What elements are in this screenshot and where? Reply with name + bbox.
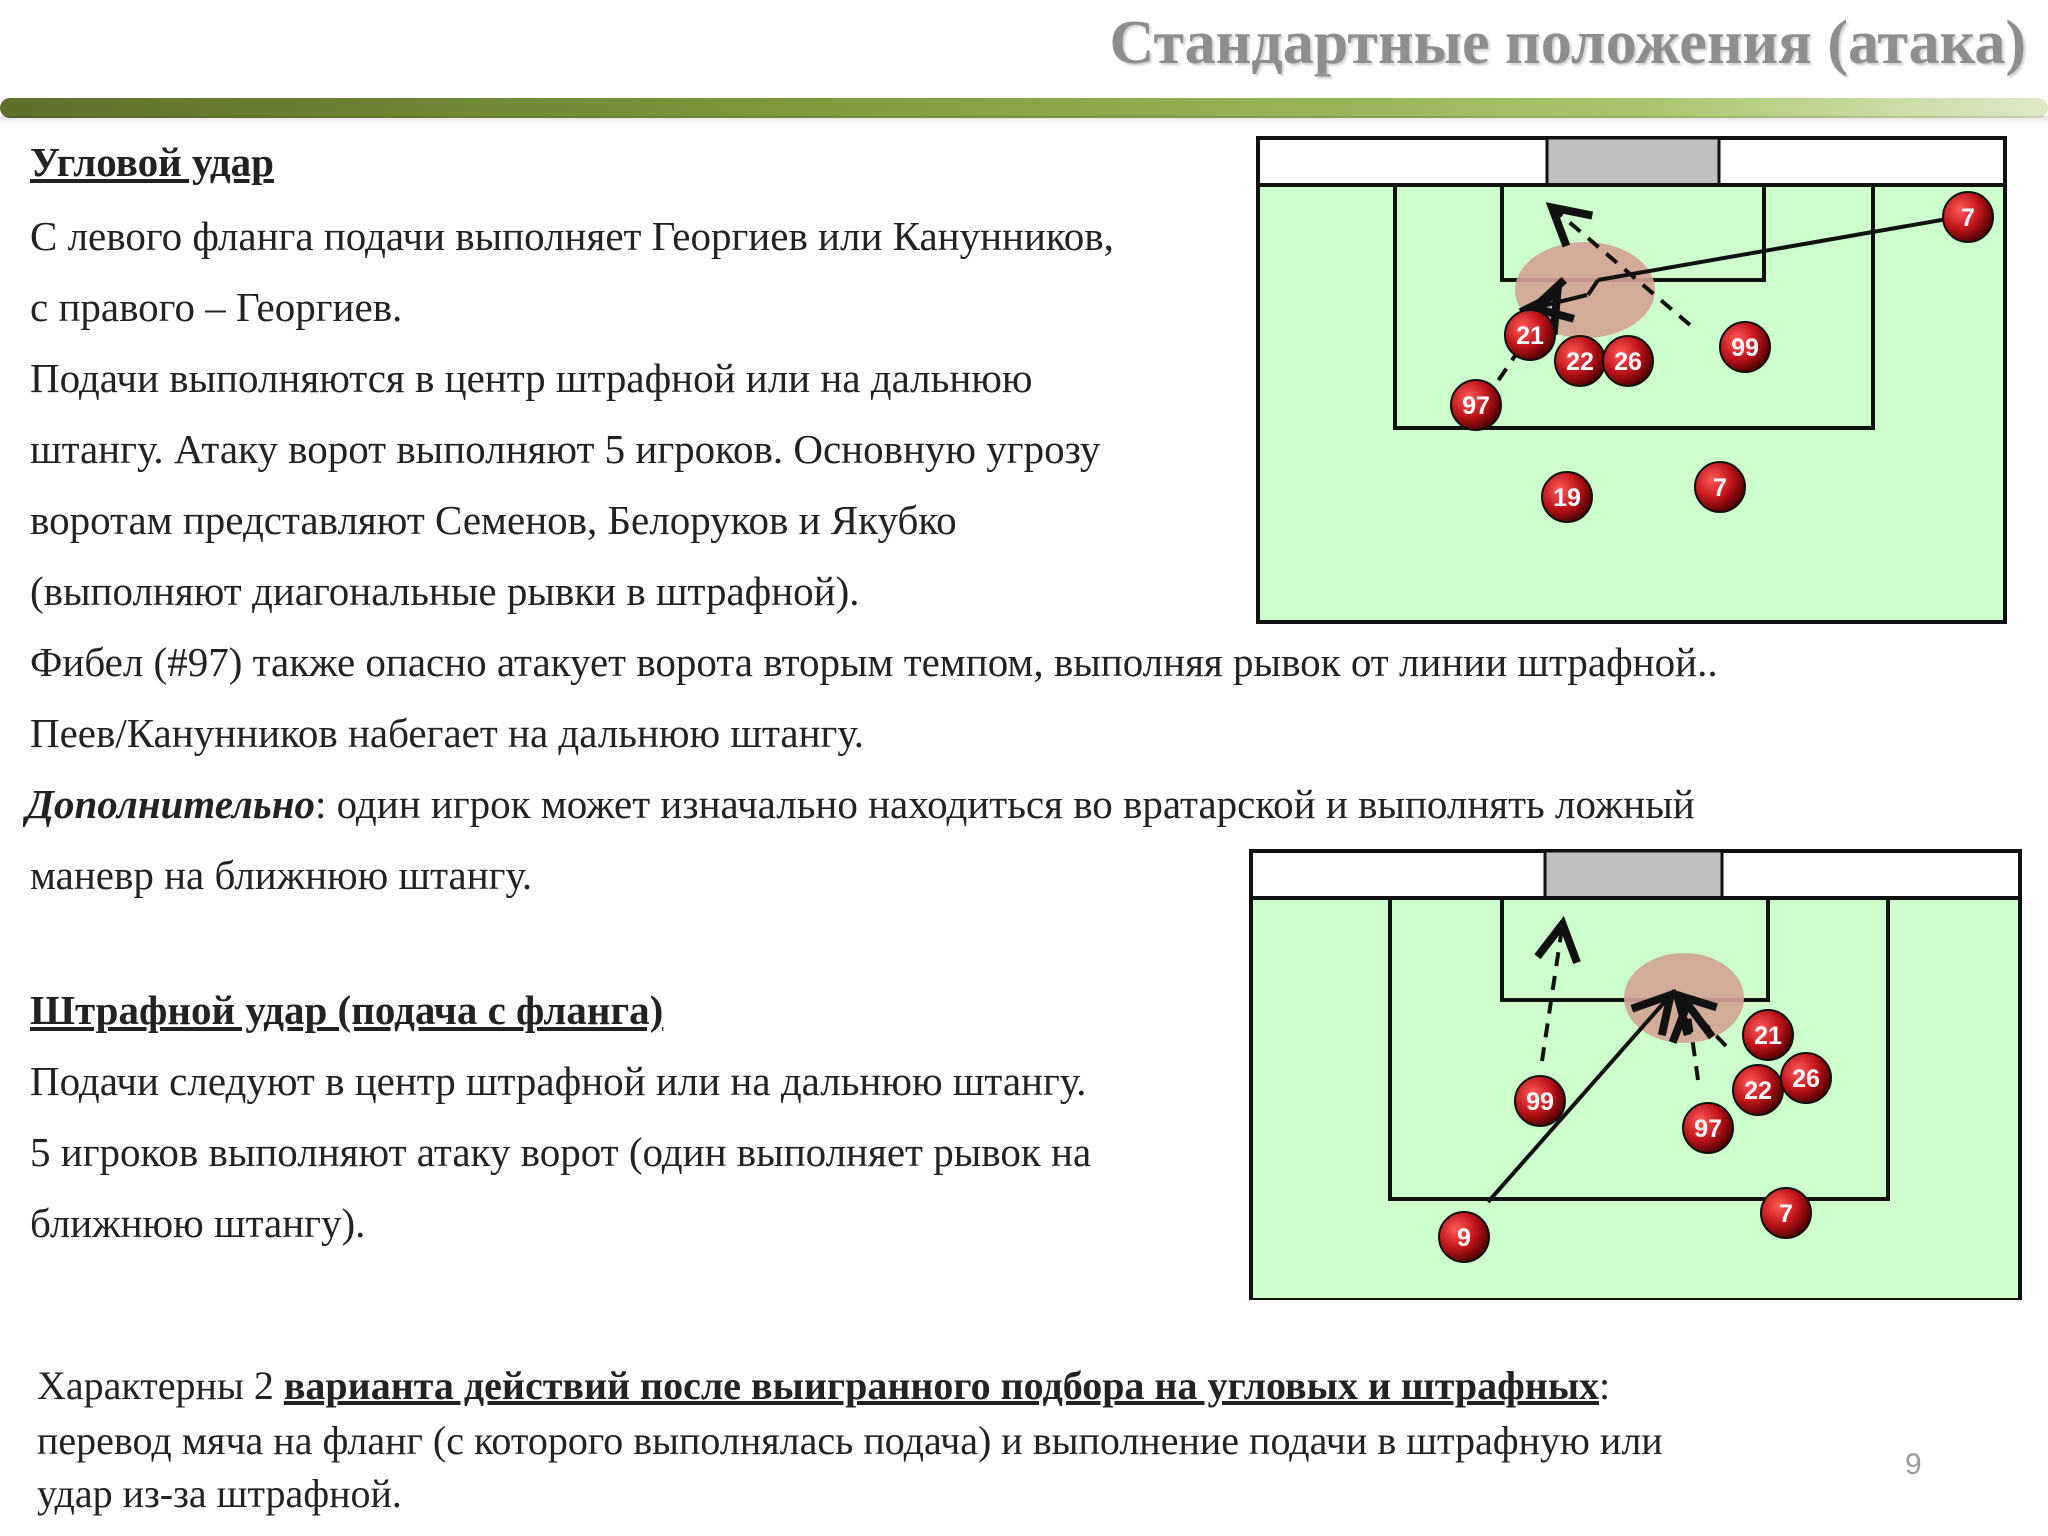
svg-text:26: 26 bbox=[1614, 348, 1642, 376]
pitch-area bbox=[1251, 851, 2020, 1300]
player-19 bbox=[1542, 472, 1592, 522]
player-97 bbox=[1451, 380, 1501, 430]
title-divider-shadow bbox=[0, 116, 2048, 124]
corner-line-5: воротам представляют Семенов, Белоруков и Якубко bbox=[30, 497, 957, 543]
svg-text:99: 99 bbox=[1731, 334, 1759, 362]
summary-bold: варианта действий после выигранного подбора на угловых и штрафных bbox=[283, 1363, 1600, 1408]
corner-diagram bbox=[1255, 135, 2010, 625]
summary-line-2: перевод мяча на фланг (с которого выполнялась подача) и выполнение подачи в штрафную или bbox=[37, 1418, 1663, 1463]
corner-line-6: (выполняют диагональные рывки в штрафной). bbox=[30, 568, 860, 614]
corner-line-1: С левого фланга подачи выполняет Георгиев или Канунников, bbox=[30, 213, 1114, 259]
summary-suffix: : bbox=[1599, 1363, 1611, 1408]
corner-line-4: штангу. Атаку ворот выполняют 5 игроков. Основную угрозу bbox=[30, 426, 1101, 472]
corner-line-7: Фибел (#97) также опасно атакует ворота вторым темпом, выполняя рывок от линии штрафной.. bbox=[30, 639, 1718, 685]
svg-text:22: 22 bbox=[1566, 348, 1594, 376]
summary-prefix: Характерны 2 bbox=[37, 1363, 284, 1408]
title-divider bbox=[0, 98, 2048, 118]
corner-line-3: Подачи выполняются в центр штрафной или на дальнюю bbox=[30, 355, 1033, 401]
player-26 bbox=[1781, 1053, 1831, 1103]
player-97 bbox=[1683, 1103, 1733, 1153]
svg-text:22: 22 bbox=[1744, 1077, 1772, 1105]
player-22 bbox=[1733, 1065, 1783, 1115]
svg-text:99: 99 bbox=[1526, 1088, 1554, 1116]
corner-line-8: Пеев/Канунников набегает на дальнюю штангу. bbox=[30, 710, 865, 756]
slide-title: Стандартные положения (атака) bbox=[1109, 9, 2026, 77]
svg-text:7: 7 bbox=[1713, 474, 1727, 502]
svg-text:7: 7 bbox=[1779, 1200, 1793, 1228]
freekick-line-1: Подачи следуют в центр штрафной или на дальнюю штангу. bbox=[30, 1058, 1087, 1104]
corner-extra-line-2: маневр на ближнюю штангу. bbox=[30, 852, 533, 898]
svg-text:97: 97 bbox=[1462, 392, 1490, 420]
svg-text:26: 26 bbox=[1792, 1065, 1820, 1093]
player-7-corner bbox=[1943, 192, 1993, 242]
freekick-heading: Штрафной удар (подача с фланга) bbox=[30, 987, 664, 1033]
summary-line-3: удар из-за штрафной. bbox=[37, 1471, 402, 1516]
svg-text:7: 7 bbox=[1961, 204, 1975, 232]
page-number: 9 bbox=[1905, 1448, 1922, 1481]
summary-line-1 bbox=[37, 1362, 1610, 1409]
svg-text:21: 21 bbox=[1516, 322, 1544, 350]
svg-text:21: 21 bbox=[1754, 1022, 1782, 1050]
freekick-line-2: 5 игроков выполняют атаку ворот (один выполняет рывок на bbox=[30, 1129, 1092, 1175]
freekick-diagram bbox=[1248, 848, 2023, 1300]
player-21 bbox=[1505, 310, 1555, 360]
corner-line-2: с правого – Георгиев. bbox=[30, 284, 403, 330]
player-21 bbox=[1743, 1010, 1793, 1060]
extra-label: Дополнительно bbox=[26, 781, 315, 827]
player-99 bbox=[1515, 1076, 1565, 1126]
player-7-edge bbox=[1695, 462, 1745, 512]
player-7 bbox=[1761, 1188, 1811, 1238]
goal bbox=[1545, 851, 1722, 898]
player-99 bbox=[1720, 322, 1770, 372]
freekick-line-3: ближнюю штангу). bbox=[30, 1200, 366, 1246]
goal bbox=[1547, 138, 1719, 185]
player-26 bbox=[1603, 336, 1653, 386]
corner-heading: Угловой удар bbox=[30, 139, 274, 185]
player-22 bbox=[1555, 336, 1605, 386]
corner-extra-line bbox=[26, 782, 1695, 827]
svg-text:19: 19 bbox=[1553, 484, 1581, 512]
svg-text:97: 97 bbox=[1694, 1115, 1722, 1143]
svg-text:9: 9 bbox=[1457, 1224, 1471, 1252]
player-9 bbox=[1439, 1212, 1489, 1262]
extra-text: : один игрок может изначально находиться во вратарской и выполнять ложный bbox=[314, 781, 1695, 827]
